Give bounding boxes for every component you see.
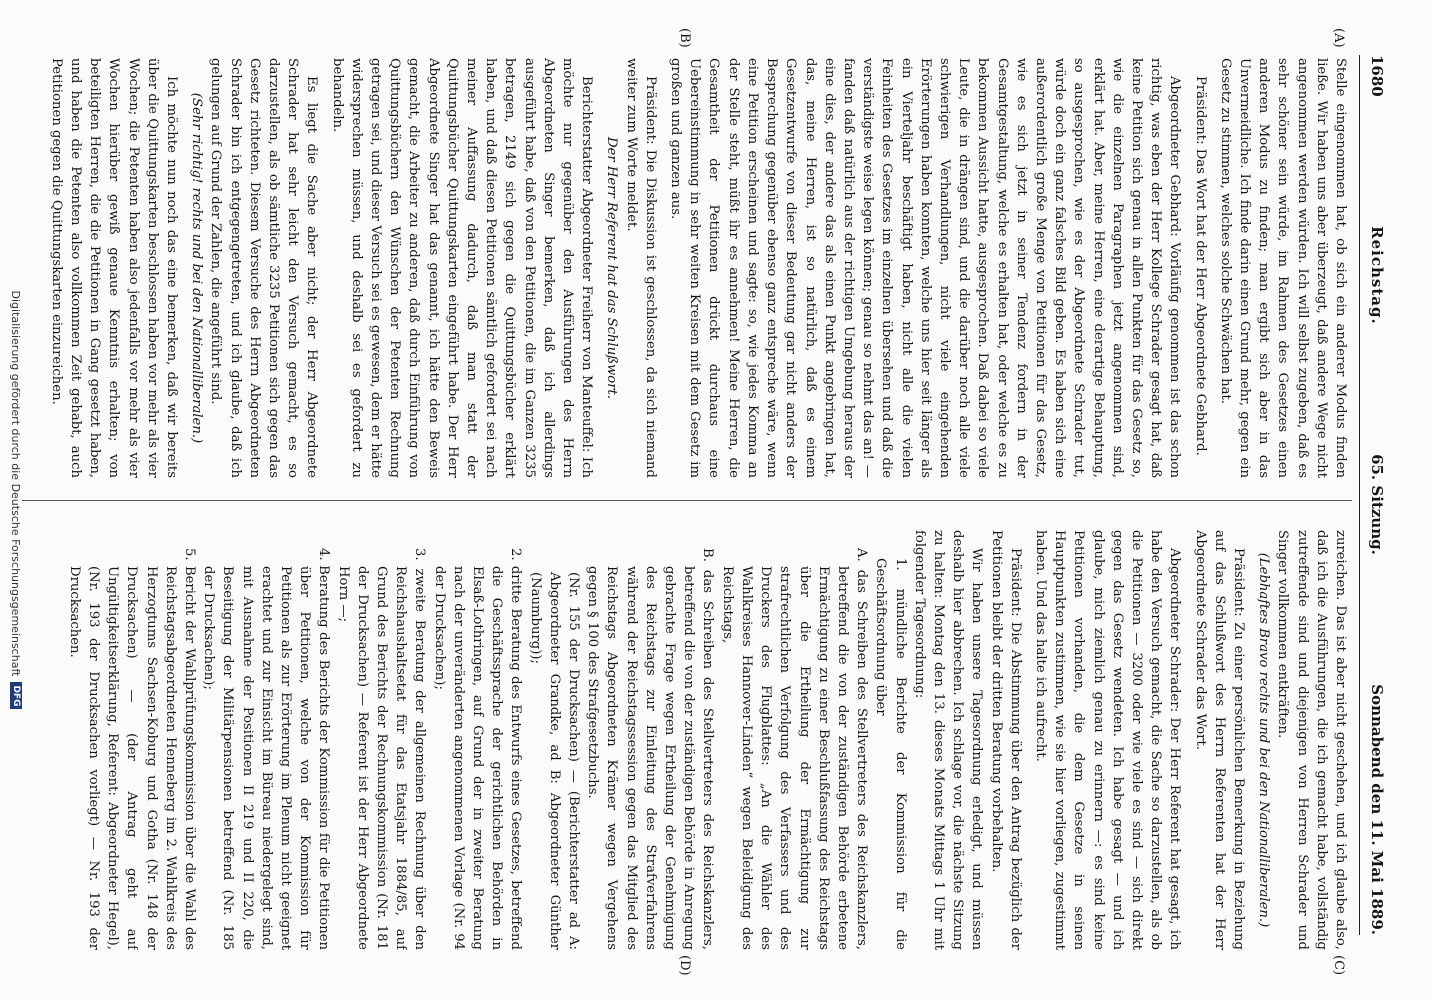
paragraph: Präsident: Das Wort hat der Herr Abgeordnete Gebhard. <box>1192 76 1208 456</box>
paragraph: Abgeordneter Schrader: Der Herr Referent hat gesagt, ich habe den Versuch gemacht, die Sache so darzustellen, als ob die Petitionen — 3200 oder wie viele es sind — sich direkt gegen das Gesetz wendeten. Ich habe gesagt — und ich glaube, mich ziemlich genau zu erinnern —: es sind keine Petitionen vorhanden, die dem Gesetze in seinen Hauptpunkten zustimmen, wie sie hier vorliegen, zugestimmt haben. Und das halte ich aufrecht. <box>1032 530 1183 950</box>
page-header <box>1359 55 1394 935</box>
right-column <box>30 530 1350 950</box>
agenda-subitem: A. das Schreiben des Stellvertreters des Reichskanzlers, betreffend die von der zuständigen Behörde erbetene Ermächtigung zu einer Beschlußfassung des Reichstags über die Ertheilung der Ermächtigung zur strafrechtlichen Verfolgung des Verfassers und des Druckers des Flugblattes: „An die Wähler des Wahlkreises Hannover-Linden“ wegen Beleidigung des Reichstags, <box>719 548 870 950</box>
margin-marker-b: (B) <box>677 28 692 48</box>
paragraph: Der Herr Referent hat das Schlußwort. <box>604 136 620 400</box>
header-session: 65. Sitzung. <box>1368 454 1386 555</box>
dfg-logo: DFG <box>10 682 22 709</box>
page-number: 1680 <box>1368 55 1386 97</box>
agenda-subitem: B. das Schreiben des Stellvertreters des Reichskanzlers, betreffend die von der zuständigen Behörde in Anregung gebrachte Frage wegen Ertheilung der Genehmigung des Reichstags zur Einleitung des Strafverfahrens während der Reichstagssession gegen das Mitglied des Reichstags Abgeordneten Krämer wegen Vergehens gegen § 100 des Strafgesetzbuchs. <box>585 548 716 950</box>
paragraph: Präsident: Die Abstimmung über den Antrag bezüglich der Petitionen bleibt der dritten Beratung vorbehalten. <box>988 530 1023 950</box>
paragraph: (Lebhaftes Bravo rechts und bei den Nationalliberalen.) <box>1256 552 1272 928</box>
paragraph: Ich möchte nun noch das eine bemerken, daß wir bereits über die Quittungskarten beschlossen haben vor mehr als vier Wochen; die Petenten haben also jedenfalls vor mehr als vier Wochen hierüber gewiß genaue Kenntnis erhalten; von beteiligten Herren, die die Petitionen in Gang gesetzt haben, und haben die Petenten also vollkommen Zeit gehabt, auch Petitionen gegen die Quittungskarten einzureichen. <box>48 58 180 478</box>
agenda-item: 2. dritte Beratung des Entwurfs eines Gesetzes, betreffend die Geschäftssprache der gerichtlichen Behörden in Elsaß-Lothringen, auf Grund der in zweiter Beratung nach der unveränderten angenommenen Vorlage (Nr. 94 der Drucksachen); <box>431 548 524 950</box>
paragraph: Abgeordneter Gebhard: Vorläufig genommen ist das schon richtig, was eben der Herr Kollege Schrader gesagt hat, daß keine Petition sich genau in allen Punkten für das Gesetz so, wie die einzelnen Paragraphen jetzt angenommen sind, erklärt hat. Aber, meine Herren, eine derartige Behauptung, so ausgesprochen, wie es der Abgeordnete Schrader tut, würde doch ein ganz falsches Bild geben. Es haben sich eine außerordentlich große Menge von Petitionen für das Gesetz, wie es sich jetzt in seiner Tendenz fordern in der Gesamtgestaltung, welche es erhalten hat, oder welche es zu bekommen Aussicht hatte, ausgesprochen. Daß dabei so viele Leute, die in drängen sind, und die darüber noch alle viele schwierigen Verhandlungen, nicht viele eingehenden Erörterungen haben konnten, welche uns hier seit länger als ein Vierteljahr beschäftigt haben, nicht alle die vielen Feinheiten des Gesetzes im einzelnen übersehen und daß die verständigste weise legen können; genau so nehmt das an! — fanden daß natürlich aus der richtigen Umgebung heraus der eine dies, der andere das als einen Punkt angebringen hat, das, meine Herren, ist so natürlich, daß es einem Gesetzentwurfe von dieser Bedeutung gar nicht anders der Besprechung gegenüber ebenso ganz entspreche wäre, wenn eine Petition erscheinen und sagte: so, wie jedes Komma an der Stelle steht, müßt ihr es annehmen! Meine Herren, die Gesamtheit der Petitionen drückt durchaus eine Uebereinstimmung in sehr weiten Kreisen mit dem Gesetz im großen und ganzen aus. <box>668 58 1183 478</box>
header-title: Reichstag. <box>1368 226 1386 325</box>
header-date: Sonnabend den 11. Mai 1889. <box>1368 684 1386 935</box>
agenda-item: 3. zweite Beratung der allgemeinen Rechnung über den Reichshaushaltsetat für das Etatsjahr 1884/85, auf Grund des Berichts der Rechnungskommission (Nr. 181 der Drucksachen) — Referent ist der Herr Abgeordnete Horn —; <box>335 548 428 950</box>
digitization-credit <box>0 0 32 1000</box>
paragraph: Berichterstatter Abgeordneter Freiherr von Manteuffel: Ich möchte nur gegenüber den Ausführungen des Herrn Abgeordneten Singer bemerken, daß ich allerdings ausgeführt habe, daß von den Petitionen, die im Ganzen 3235 betragen, 2149 sich gegen die Quittungsbücher erklärt haben, und daß diesen Petitionen sämtlich gefordert sei nach meiner Auffassung dadurch, daß man statt der Quittungsbücher Quittungskarten eingeführt habe. Der Herr Abgeordnete Singer hat das genannt, ich hätte den Beweis gemacht, die Arbeiter zu anderen, daß durch Einführung von Quittungsbüchern den Wünschen der Petenten Rechnung getragen sei, und dieser Versuch sei es gewesen, dem er hätte widersprechen müssen, und deshalb sei es gefordert zu behandeln. <box>329 58 595 478</box>
agenda-item: 5. Bericht der Wahlprüfungskommission über die Wahl des Reichstagsabgeordneten Henneberg im 2. Wahlkreis des Herzogtums Sachsen-Koburg und Gotha (Nr. 148 der Drucksachen) — (der Antrag geht auf Ungültigkeitserklärung, Referent: Abgeordneter Hegel), (Nr. 193 der Drucksachen vorliegt) — Nr. 193 der Drucksachen. <box>66 548 198 950</box>
paragraph: Präsident: Die Diskussion ist geschlossen, da sich niemand weiter zum Worte meldet. <box>623 58 658 478</box>
margin-marker-a: (A) <box>1331 28 1346 48</box>
paragraph: zureichen. Das ist aber nicht geschehen, und ich glaube also, daß ich die Ausführungen, die ich gemacht habe, vollständig zutreffende sind und diejenigen von Herren Schrader und Singer vollkommen entkräften. <box>1275 530 1348 950</box>
paragraph: Wir haben unsere Tagesordnung erledigt, und müssen deshalb hier abbrechen. Ich schlage vor, die nächste Sitzung zu halten: Montag den 13. dieses Monats Mittags 1 Uhr mit folgender Tagesordnung: <box>911 530 985 950</box>
paragraph: (Sehr richtig! rechts und bei den Nationalliberalen.) <box>189 92 205 444</box>
agenda-item: 1. mündliche Berichte der Kommission für die Geschäftsordnung über <box>873 558 908 950</box>
paragraph: Stelle eingenommen hat, ob sich ein anderer Modus finden ließe. Wir haben uns aber überzeugt, daß andere Wege nicht angenommen werden würden. Ich will selbst zugeben, daß es sehr schöner sein würde, im Rahmen des Gesetzes einen anderen Modus zu finden; man ergibt sich aber in das Unvermeidliche. Ich finde darin einen Grund mehr, gegen ein Gesetz zu stimmen, welches solche Schwächen hat. <box>1217 58 1348 478</box>
agenda-note: (Nr. 155 der Drucksachen) — (Berichterstatter ad A: Abgeordneter Grandke, ad B: Abgeordneter Günther (Naumburg)); <box>527 572 582 950</box>
credit-text: Digitalisierung gefördert durch die Deutsche Forschungsgemeinschaft <box>9 290 23 677</box>
paragraph: Es liegt die Sache aber nicht; der Herr Abgeordnete Schrader hat sehr leicht den Versuch gemacht, es so darzustellen, als ob sämtliche 3235 Petitionen sich gegen das Gesetz richteten. Diesem Versuche des Herrn Abgeordneten Schrader bin ich entgegengetreten, und ich glaube, daß ich gelungen auf Grund der Zahlen, die angeführt sind. <box>208 58 320 478</box>
column-divider <box>22 500 1352 501</box>
margin-marker-c: (C) <box>1331 955 1346 976</box>
agenda-item: 4. Beratung des Berichts der Kommission für die Petitionen über Petitionen, welche von der Kommission für Petitionen als zur Erörterung im Plenum nicht geeignet erachtet und zur Einsicht im Büreau niedergelegt sind, mit Ausnahme der Positionen II 219 und II 220, die Beseitigung der Militärpensionen betreffend (Nr. 185 der Drucksachen); <box>201 548 332 950</box>
left-column <box>30 58 1350 478</box>
margin-marker-d: (D) <box>677 955 692 976</box>
paragraph: Präsident: Zu einer persönlichen Bemerkung in Beziehung auf das Schlußwort des Herrn Referenten hat der Herr Abgeordnete Schrader das Wort. <box>1192 530 1246 950</box>
